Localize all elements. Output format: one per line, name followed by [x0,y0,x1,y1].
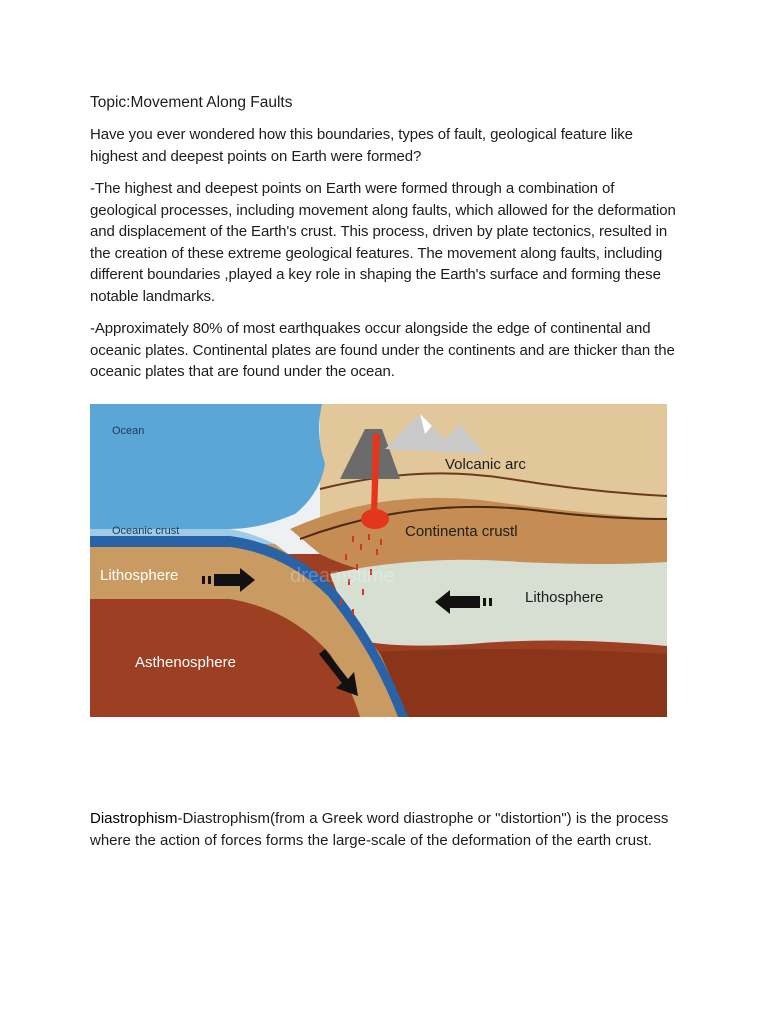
diastrophism-paragraph [90,808,680,852]
ocean-water [90,404,325,529]
label-lithosphere-left: Lithosphere [100,567,179,584]
label-oceanic-crust: Oceanic crust [112,525,180,537]
earthquake-paragraph: -Approximately 80% of most earthquakes occur alongside the edge of continental and oceanic plates. Continental plates are found under the continents and are thicker than the oceanic plates that are found under the ocean. [90,320,675,380]
diastrophism-term: Diastrophism [90,810,178,827]
watermark-text: dreamstime [290,565,395,587]
intro-question-paragraph: Have you ever wondered how this boundaries, types of fault, geological feature like highest and deepest points on Earth were formed? [90,126,633,165]
page-title: Topic:Movement Along Faults [90,94,293,111]
label-lithosphere-right: Lithosphere [525,589,604,606]
label-ocean: Ocean [112,425,145,437]
magma-chamber [361,509,389,529]
plate-subduction-diagram [90,404,667,717]
formation-paragraph: -The highest and deepest points on Earth were formed through a combination of geological processes, including movement along faults, which allowed for the deformation and displacement of the Earth's crust. This process, driven by plate tectonics, resulted in the creation of these extreme geological features. The movement along faults, including different boundaries ,played a key role in shaping the Earth's surface and forming these notable landmarks. [90,180,676,305]
document-body [90,92,680,394]
label-continental-crust: Continenta crustl [405,523,518,540]
diastrophism-definition: -Diastrophism(from a Greek word diastrophe or "distortion") is the process where the action of forces forms the large-scale of the deformation of the earth crust. [90,810,669,849]
label-volcanic-arc: Volcanic arc [445,456,526,473]
label-asthenosphere: Asthenosphere [135,654,236,671]
